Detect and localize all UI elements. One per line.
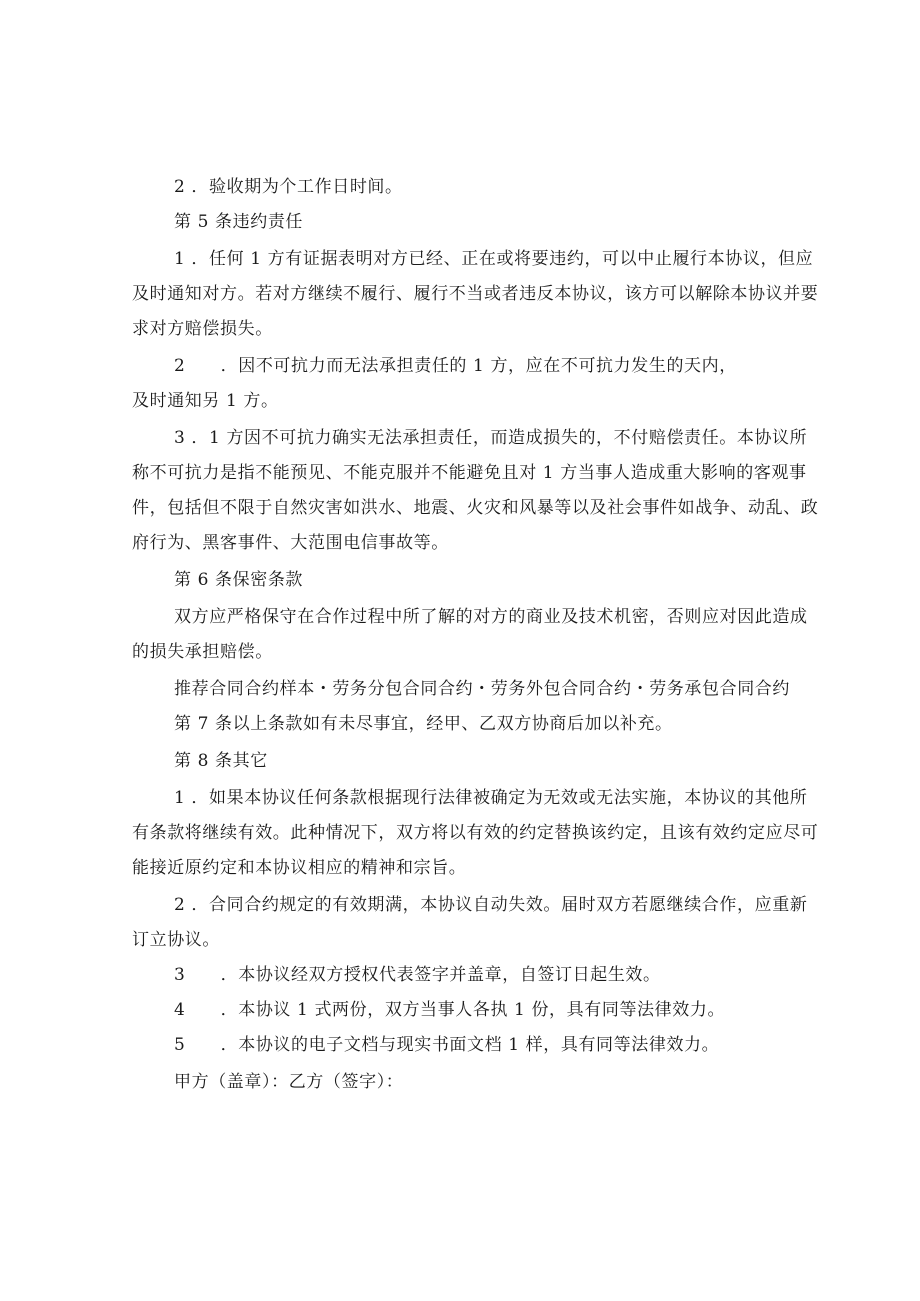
clause-5-item-3-line-1: 3 ．1 方因不可抗力确实无法承担责任，而造成损失的，不付赔偿责任。本协议所 — [174, 428, 808, 448]
clause-5-item-3-line-3: 件，包括但不限于自然灾害如洪水、地震、火灾和风暴等以及社会事件如战争、动乱、政 — [132, 498, 819, 518]
clause-5-item-3-line-2: 称不可抗力是指不能预见、不能克服并不能避免且对 1 方当事人造成重大影响的客观事 — [132, 463, 807, 483]
clause-8-item-1-line-3: 能接近原约定和本协议相应的精神和宗旨。 — [132, 858, 467, 878]
clause-5-item-2-line-1: 2 ．因不可抗力而无法承担责任的 1 方，应在不可抗力发生的天内， — [174, 356, 737, 376]
clause-8-item-3: 3 ．本协议经双方授权代表签字并盖章，自签订日起生效。 — [174, 965, 661, 985]
clause-6-heading: 第 6 条保密条款 — [174, 570, 304, 590]
clause-4-item-2: 2 ．验收期为个工作日时间。 — [174, 177, 403, 197]
clause-8-item-1-line-1: 1 ．如果本协议任何条款根据现行法律被确定为无效或无法实施，本协议的其他所 — [174, 788, 808, 808]
clause-5-item-1-line-1: 1 ．任何 1 方有证据表明对方已经、正在或将要违约，可以中止履行本协议，但应 — [174, 249, 814, 269]
clause-7: 第 7 条以上条款如有未尽事宜，经甲、乙双方协商后加以补充。 — [174, 714, 673, 734]
clause-6-body-line-2: 的损失承担赔偿。 — [132, 642, 273, 662]
clause-5-item-1-line-2: 及时通知对方。若对方继续不履行、履行不当或者违反本协议，该方可以解除本协议并要 — [132, 284, 819, 304]
clause-5-heading: 第 5 条违约责任 — [174, 212, 304, 232]
clause-8-item-5: 5 ．本协议的电子文档与现实书面文档 1 样，具有同等法律效力。 — [174, 1035, 720, 1055]
clause-8-heading: 第 8 条其它 — [174, 751, 268, 771]
clause-8-item-4: 4 ．本协议 1 式两份，双方当事人各执 1 份，具有同等法律效力。 — [174, 1000, 726, 1020]
clause-5-item-2-line-2: 及时通知另 1 方。 — [132, 391, 279, 411]
recommended-templates-line: 推荐合同合约样本・劳务分包合同合约・劳务外包合同合约・劳务承包合同合约 — [174, 679, 790, 699]
clause-5-item-1-line-3: 求对方赔偿损失。 — [132, 319, 273, 339]
clause-8-item-2-line-1: 2 ．合同合约规定的有效期满，本协议自动失效。届时双方若愿继续合作，应重新 — [174, 895, 808, 915]
clause-6-body-line-1: 双方应严格保守在合作过程中所了解的对方的商业及技术机密，否则应对因此造成 — [174, 607, 808, 627]
clause-8-item-1-line-2: 有条款将继续有效。此种情况下，双方将以有效的约定替换该约定，且该有效约定应尽可 — [132, 823, 819, 843]
clause-5-item-3-line-4: 府行为、黑客事件、大范围电信事故等。 — [132, 533, 449, 553]
clause-8-item-2-line-2: 订立协议。 — [132, 930, 220, 950]
signature-line: 甲方（盖章）：乙方（签字）： — [174, 1072, 404, 1092]
